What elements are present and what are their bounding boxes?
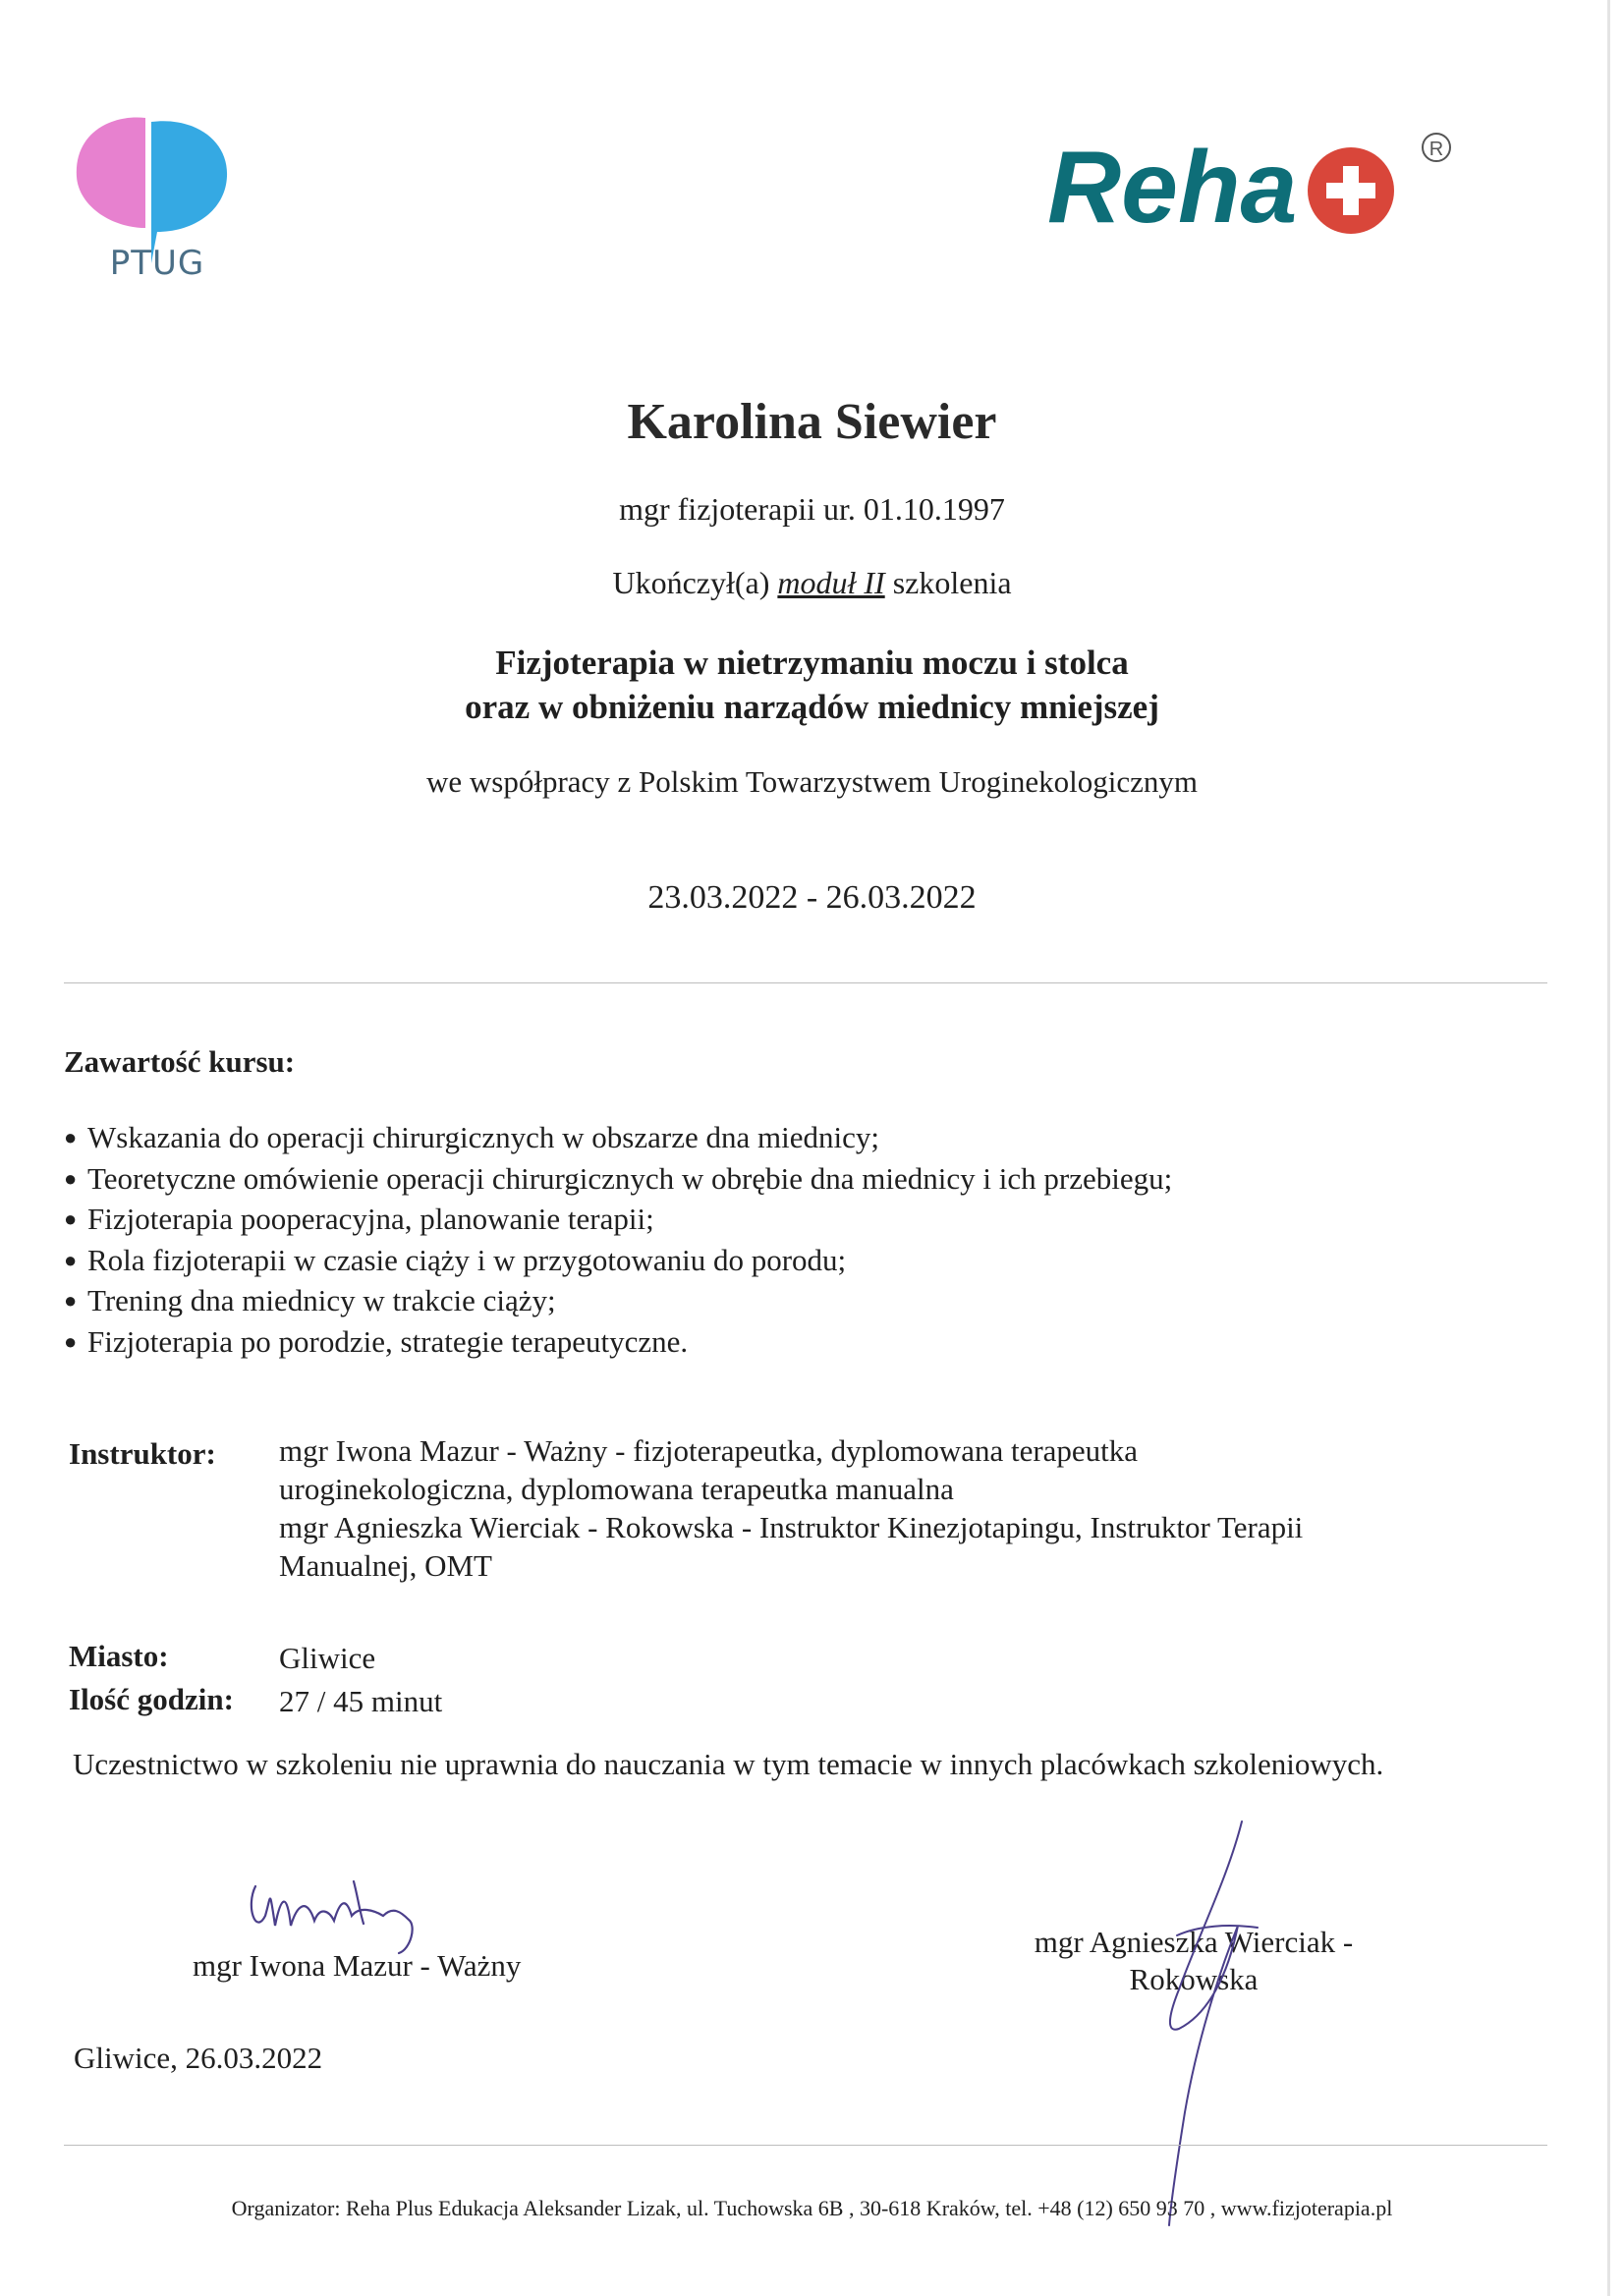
instructor-details bbox=[279, 1431, 1556, 1585]
footer-divider bbox=[64, 2145, 1547, 2146]
completion-line bbox=[0, 565, 1624, 601]
city-value: Gliwice bbox=[279, 1641, 376, 1675]
instructor-line: mgr Agnieszka Wierciak - Rokowska - Instruktor Kinezjotapingu, Instruktor Terapii bbox=[279, 1510, 1304, 1544]
course-content-list bbox=[64, 1117, 1172, 1362]
signatory-left-name: mgr Iwona Mazur - Ważny bbox=[193, 1948, 522, 1983]
instructor-line: mgr Iwona Mazur - Ważny - fizjoterapeutka, dyplomowana terapeutka bbox=[279, 1433, 1139, 1468]
module-name: moduł II bbox=[777, 565, 885, 600]
course-title-line-1: Fizjoterapia w nietrzymaniu moczu i stolca bbox=[495, 644, 1129, 682]
svg-text:Reha: Reha bbox=[1047, 131, 1298, 244]
city-label: Miasto: bbox=[69, 1639, 169, 1673]
signature-left bbox=[236, 1867, 462, 1955]
list-item: ● Rola fizjoterapii w czasie ciąży i w przygotowaniu do porodu; bbox=[64, 1240, 1172, 1281]
hours-label: Ilość godzin: bbox=[69, 1682, 234, 1716]
course-content-heading: Zawartość kursu: bbox=[64, 1044, 296, 1079]
ptug-logo-text: PTUG bbox=[109, 244, 205, 283]
place-and-date: Gliwice, 26.03.2022 bbox=[74, 2041, 323, 2075]
bullet-icon: ● bbox=[64, 1125, 78, 1149]
completion-prefix: Ukończył(a) bbox=[612, 565, 778, 600]
list-item: ● Fizjoterapia pooperacyjna, planowanie terapii; bbox=[64, 1199, 1172, 1240]
list-item: ● Fizjoterapia po porodzie, strategie terapeutyczne. bbox=[64, 1321, 1172, 1363]
course-title-line-2: oraz w obniżeniu narządów miednicy mniejszej bbox=[465, 688, 1159, 726]
bullet-icon: ● bbox=[64, 1328, 78, 1354]
bullet-icon: ● bbox=[64, 1165, 78, 1191]
completion-suffix: szkolenia bbox=[884, 565, 1012, 600]
bullet-icon: ● bbox=[64, 1247, 78, 1272]
cooperation-line: we współpracy z Polskim Towarzystwem Uroginekologicznym bbox=[425, 764, 1199, 799]
list-item: ● Trening dna miednicy w trakcie ciąży; bbox=[64, 1280, 1172, 1321]
hours-value: 27 / 45 minut bbox=[279, 1684, 443, 1718]
signatory-right-name-line: Rokowska bbox=[1129, 1962, 1259, 1996]
instructor-line: uroginekologiczna, dyplomowana terapeutka manualna bbox=[279, 1472, 954, 1506]
divider bbox=[64, 982, 1547, 983]
organizer-footer: Organizator: Reha Plus Edukacja Aleksander Lizak, ul. Tuchowska 6B , 30-618 Kraków, tel. +48 (12) 650 93 70 , www.fizjoterapia.pl bbox=[231, 2196, 1393, 2220]
course-dates: 23.03.2022 - 26.03.2022 bbox=[647, 879, 977, 916]
list-item: ● Teoretyczne omówienie operacji chirurgicznych w obrębie dna miednicy i ich przebiegu; bbox=[64, 1158, 1172, 1200]
scan-edge bbox=[1607, 0, 1610, 2296]
participant-name: Karolina Siewier bbox=[627, 394, 997, 450]
svg-text:R: R bbox=[1428, 139, 1444, 160]
list-item: ● Wskazania do operacji chirurgicznych w obszarze dna miednicy; bbox=[64, 1117, 1172, 1158]
instructor-line: Manualnej, OMT bbox=[279, 1548, 492, 1583]
bullet-icon: ● bbox=[64, 1288, 78, 1313]
bullet-icon: ● bbox=[64, 1206, 78, 1231]
degree-line: mgr fizjoterapii ur. 01.10.1997 bbox=[619, 491, 1005, 527]
signatory-right-name-line: mgr Agnieszka Wierciak - bbox=[1034, 1925, 1354, 1959]
signature-right bbox=[1091, 1818, 1287, 2230]
reha-plus-logo bbox=[1041, 126, 1454, 244]
participation-notice: Uczestnictwo w szkoleniu nie uprawnia do nauczania w tym temacie w innych placówkach szkoleniowych. bbox=[73, 1747, 1384, 1781]
instructor-label: Instruktor: bbox=[69, 1436, 216, 1471]
